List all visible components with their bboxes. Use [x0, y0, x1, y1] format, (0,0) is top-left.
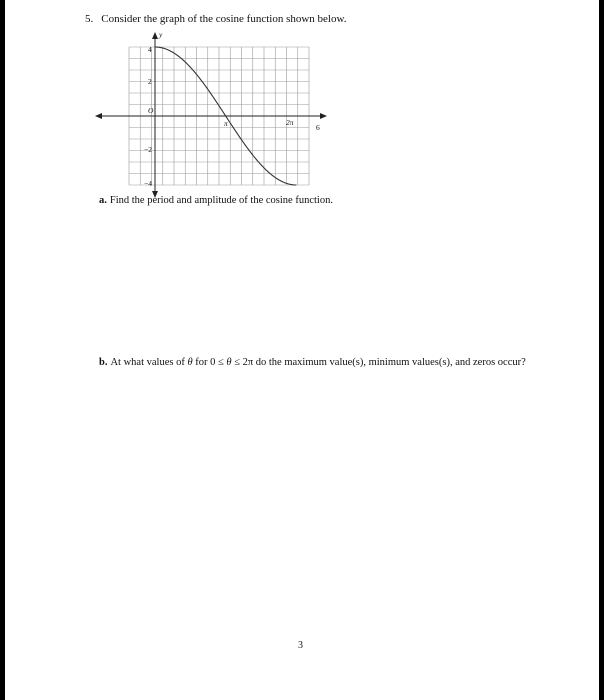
y-tick-label-neg4: −4: [144, 179, 152, 188]
part-a-text: Find the period and amplitude of the cosine function.: [109, 195, 333, 206]
page-number: 3: [298, 640, 303, 651]
y-axis-up-arrow: [152, 32, 158, 39]
part-b: [99, 357, 526, 368]
part-a-label: a.: [99, 195, 107, 206]
question-text: Consider the graph of the cosine function shown below.: [101, 13, 347, 25]
part-b-label: b.: [99, 357, 108, 368]
x-tick-label-6: 6: [316, 123, 320, 132]
cosine-graph: [5, 0, 599, 700]
theta-symbol: θ: [187, 357, 193, 368]
question-number: 5.: [85, 13, 94, 25]
axes: [95, 32, 327, 198]
x-axis-right-arrow: [320, 113, 327, 119]
y-tick-label-4: 4: [148, 45, 152, 54]
part-a: [99, 195, 333, 206]
worksheet-page: [5, 0, 599, 700]
theta-symbol: θ: [226, 357, 232, 368]
origin-label: O: [148, 106, 154, 115]
x-tick-label-pi: π: [224, 119, 228, 128]
x-axis-left-arrow: [95, 113, 102, 119]
part-b-text-2: for 0 ≤: [192, 357, 227, 368]
part-b-text-1: At what values of: [110, 357, 188, 368]
x-tick-label-2pi: 2π: [286, 118, 294, 127]
y-tick-label-neg2: −2: [144, 145, 152, 154]
y-tick-label-2: 2: [148, 77, 152, 86]
y-axis-label: y: [159, 30, 163, 39]
part-b-text-3: ≤ 2π do the maximum value(s), minimum values(s), and zeros occur?: [231, 357, 526, 368]
